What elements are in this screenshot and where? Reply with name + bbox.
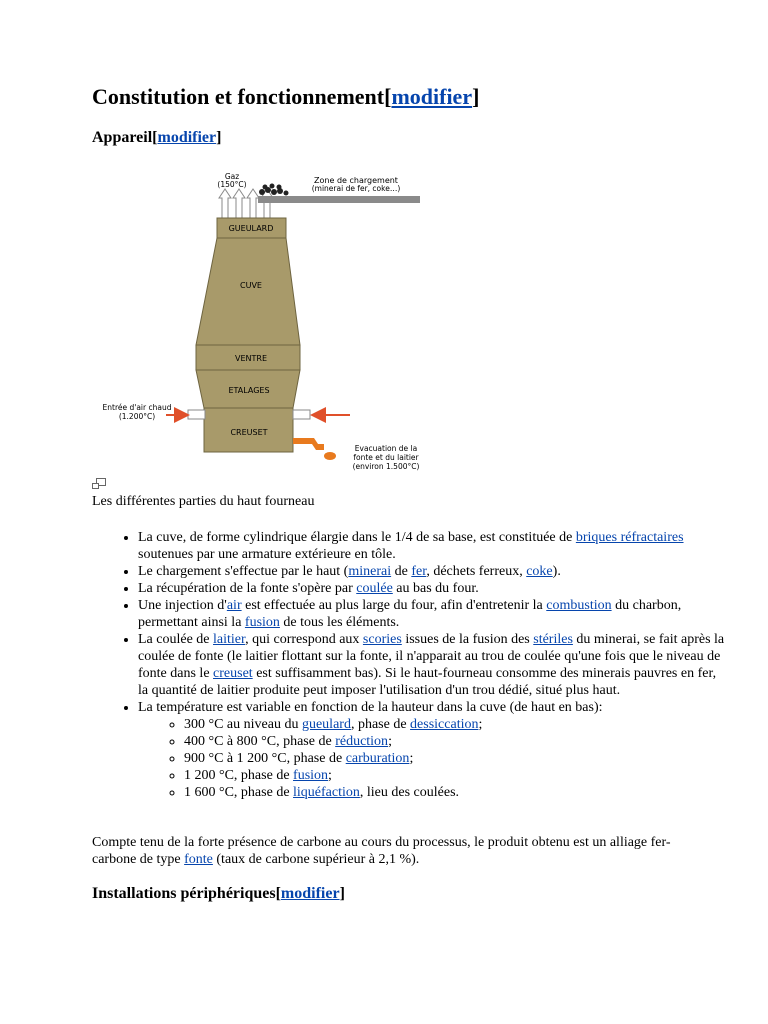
link-fusion[interactable]: fusion [244, 615, 280, 630]
hot-air-label: Entrée d'air chaud [102, 403, 172, 412]
ventre-label: VENTRE [234, 354, 268, 363]
link-steriles[interactable]: stériles [533, 632, 573, 647]
outflow-label-1: Evacuation de la [354, 444, 418, 453]
furnace-cuve [196, 238, 300, 345]
gas-temperature: (150°C) [217, 180, 247, 189]
molten-drop [324, 452, 336, 460]
list-item: ◦ 400 °C à 800 °C, phase de réduction; [184, 733, 728, 750]
creuset-label: CREUSET [230, 428, 268, 437]
section-heading-constitution: Constitution et fonctionnement[modifier] [92, 84, 480, 109]
charging-rail [258, 196, 420, 203]
link-dessiccation[interactable]: dessiccation [410, 717, 479, 732]
link-fer[interactable]: fer [411, 564, 427, 579]
charging-zone-label: Zone de chargement [314, 176, 398, 185]
etalages-label: ETALAGES [228, 386, 270, 395]
furnace-facts-list [92, 529, 728, 801]
edit-link-constitution[interactable]: modifier [391, 84, 473, 109]
link-laitier[interactable]: laitier [213, 632, 246, 647]
list-item: ◦ 1 200 °C, phase de fusion; [184, 767, 728, 784]
gas-label: Gaz [224, 172, 240, 181]
figure-caption: Les différentes parties du haut fourneau [92, 494, 315, 509]
link-reduction[interactable]: réduction [335, 734, 389, 749]
list-item: • Le chargement s'effectue par le haut (minerai de fer, déchets ferreux, coke). [138, 563, 728, 580]
link-creuset[interactable]: creuset [213, 666, 253, 681]
outflow-label-3: (environ 1.500°C) [352, 462, 420, 471]
charge-pile [259, 184, 289, 196]
molten-outflow [293, 438, 324, 450]
list-item: • La coulée de laitier, qui correspond aux scories issues de la fusion des stériles du minerai, se fait après la coulée de fonte (le laitier flottant sur la fonte, il n'apparait au trou de coulée qu'une fois que le niveau de fonte dans le creuset est suffisamment bas). Si le haut-fourneau consomme des minerais pauvres en fer, la quantité de laitier produite peut imposer l'utilisation d'un trou dédié, situé plus haut. [138, 631, 728, 699]
link-combustion[interactable]: combustion [546, 598, 612, 613]
section-heading-appareil: Appareil[modifier] [92, 129, 222, 146]
link-gueulard[interactable]: gueulard [301, 717, 351, 732]
gas-arrows [219, 189, 273, 218]
link-fonte[interactable]: fonte [184, 852, 213, 867]
list-item: ◦ 300 °C au niveau du gueulard, phase de dessiccation; [184, 716, 728, 733]
temperature-list [138, 716, 728, 801]
list-item: • La récupération de la fonte s'opère par coulée au bas du four. [138, 580, 728, 597]
carbon-paragraph: Compte tenu de la forte présence de carbone au cours du processus, le produit obtenu est un alliage fer-carbone de type fonte (taux de carbone supérieur à 2,1 %). [92, 835, 671, 867]
link-scories[interactable]: scories [362, 632, 402, 647]
list-item: • La cuve, de forme cylindrique élargie dans le 1/4 de sa base, est constituée de briques réfractaires soutenues par une armature extérieure en tôle. [138, 529, 728, 563]
list-item: • La température est variable en fonction de la hauteur dans la cuve (de haut en bas): ◦ 300 °C au niveau du gueulard, phase de dessiccation; ◦ 400 °C à 800 °C, phase de réduction; ◦ 900 °C à 1 200 °C, phase de carburation; ◦ 1 200 °C, phase de fusion; ◦ 1 600 °C, phase de liquéfaction, lieu des coulées. [138, 699, 728, 801]
link-coulee[interactable]: coulée [356, 581, 393, 596]
tuyere-right [293, 410, 310, 419]
section-heading-installations: Installations périphériques[modifier] [92, 885, 345, 902]
edit-link-appareil[interactable]: modifier [157, 129, 217, 146]
link-carburation[interactable]: carburation [345, 751, 410, 766]
link-minerai[interactable]: minerai [348, 564, 392, 579]
link-fusion-phase[interactable]: fusion [293, 768, 329, 783]
edit-link-installations[interactable]: modifier [280, 885, 340, 902]
charging-zone-detail: (minerai de fer, coke…) [311, 184, 401, 193]
list-item: • Une injection d'air est effectuée au plus large du four, afin d'entretenir la combustion du charbon, permettant ainsi la fusion de tous les éléments. [138, 597, 728, 631]
cuve-label: CUVE [240, 281, 262, 290]
tuyere-left [188, 410, 205, 419]
link-coke[interactable]: coke [526, 564, 553, 579]
gueulard-label: GUEULARD [228, 224, 274, 233]
outflow-label-2: fonte et du laitier [353, 453, 419, 462]
hot-air-temperature: (1.200°C) [118, 412, 156, 421]
blast-furnace-diagram[interactable] [92, 168, 432, 476]
link-air[interactable]: air [226, 598, 242, 613]
enlarge-icon[interactable] [92, 478, 106, 490]
link-liquefaction[interactable]: liquéfaction [293, 785, 360, 800]
link-briques-refractaires[interactable]: briques réfractaires [575, 530, 684, 545]
list-item: ◦ 1 600 °C, phase de liquéfaction, lieu des coulées. [184, 784, 728, 801]
list-item: ◦ 900 °C à 1 200 °C, phase de carburation; [184, 750, 728, 767]
